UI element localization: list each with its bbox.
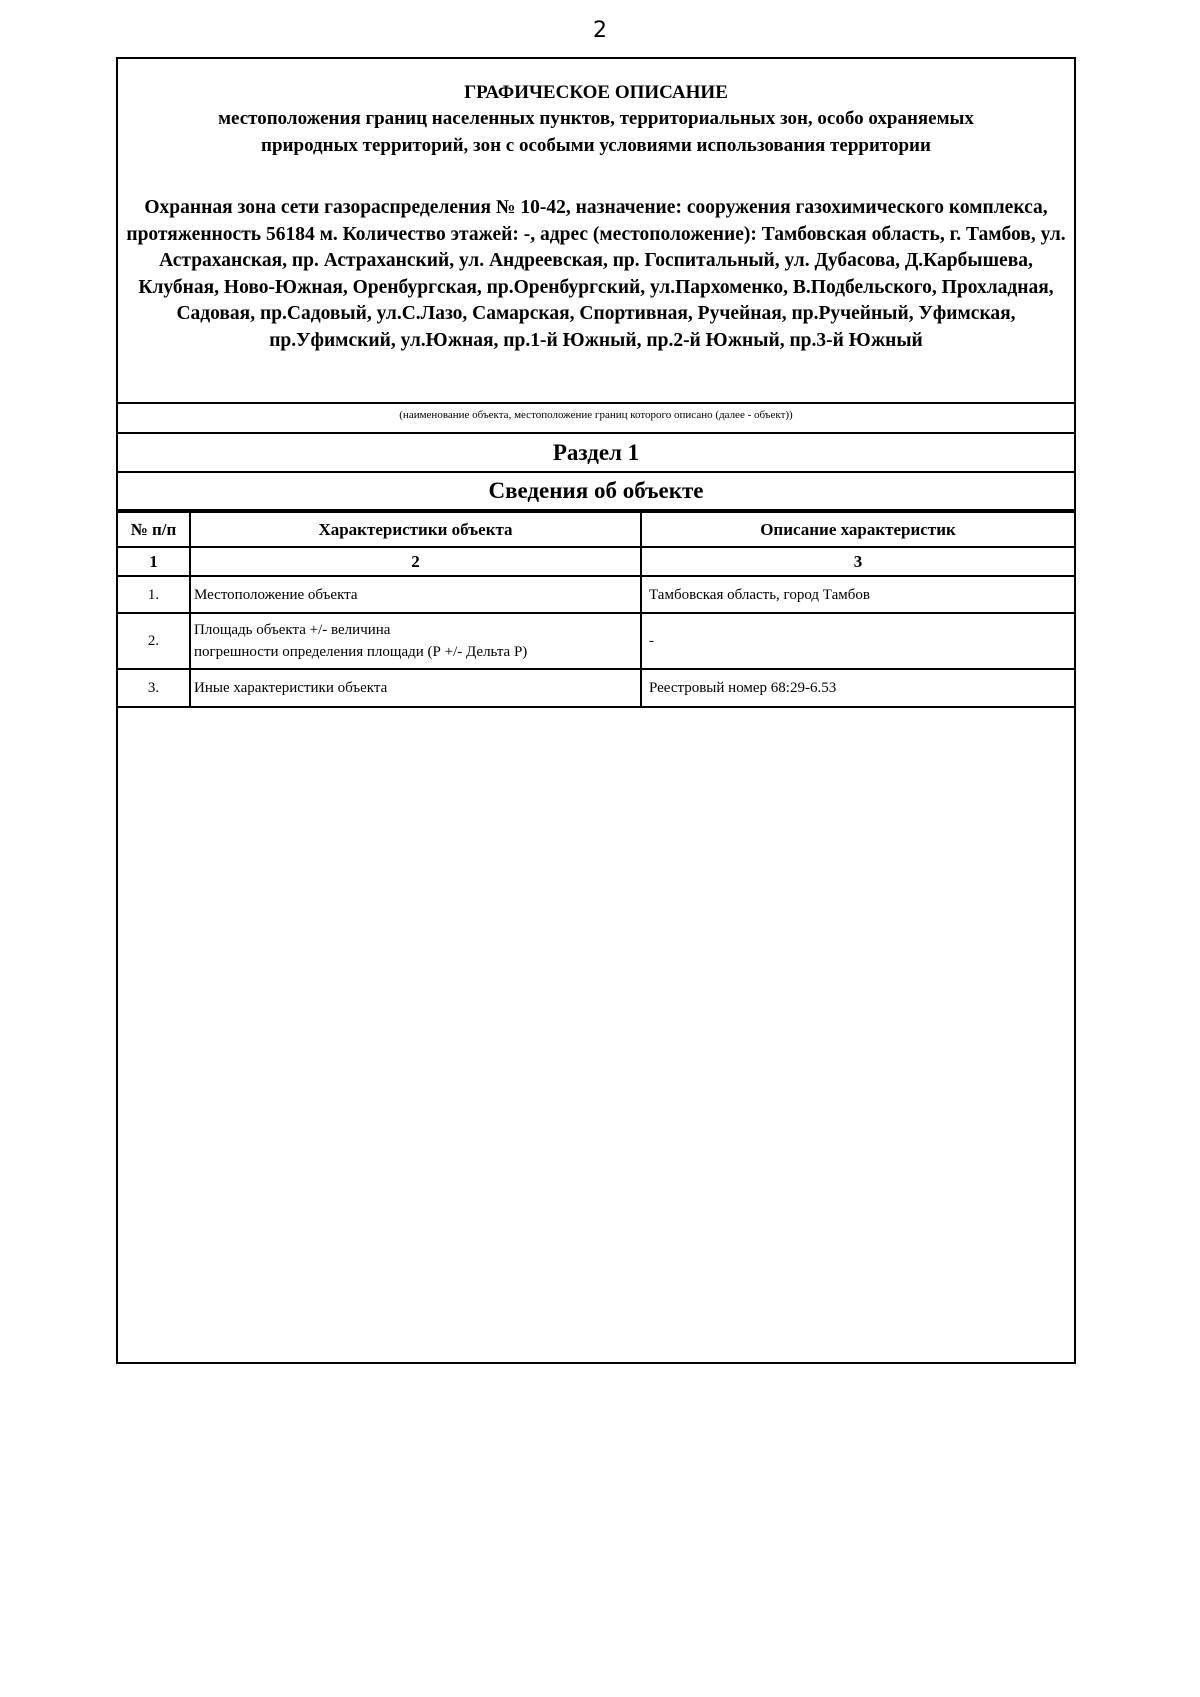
document-subtitle-line-1: местоположения границ населенных пунктов, территориальных зон, особо охраняемых <box>218 108 974 129</box>
column-header-number: № п/п <box>118 512 190 547</box>
document-subtitle-line-2: природных территорий, зон с особыми условиями использования территории <box>261 135 931 156</box>
row-characteristic <box>190 613 641 669</box>
object-name-caption: (наименование объекта, местоположение границ которого описано (далее - объект)) <box>118 404 1074 434</box>
row-number: 3. <box>118 669 190 707</box>
document-frame <box>116 57 1076 1362</box>
table-row <box>118 669 1074 707</box>
column-number: 3 <box>641 547 1074 576</box>
object-name: Охранная зона сети газораспределения № 10-42, назначение: сооружения газохимического комплекса, протяженность 56184 м. Количество этажей: -, адрес (местоположение): Тамбовская область, г. Тамбов, ул. Астраханская, пр. Астраханский, ул. Андреевская, пр. Госпитальный, ул. Дубасова, Д.Карбышева, Клубная, Ново-Южная, Оренбургская, пр.Оренбургский, ул.Пархоменко, В.Подбельского, Прохладная, Садовая, пр.Садовый, ул.С.Лазо, Самарская, Спортивная, Ручейная, пр.Ручейный, Уфимская, пр.Уфимский, ул.Южная, пр.1-й Южный, пр.2-й Южный, пр.3-й Южный <box>126 197 1066 351</box>
column-number: 2 <box>190 547 641 576</box>
object-info-table <box>118 511 1074 708</box>
row-description: Тамбовская область, город Тамбов <box>641 576 1074 613</box>
row-description: Реестровый номер 68:29-6.53 <box>641 669 1074 707</box>
row-number: 2. <box>118 613 190 669</box>
table-header-row <box>118 512 1074 547</box>
row-characteristic-line: Площадь объекта +/- величина <box>194 622 391 638</box>
section-title: Раздел 1 <box>118 434 1074 473</box>
frame-bottom-line <box>116 1362 1076 1364</box>
document-header <box>118 59 1074 404</box>
column-header-description: Описание характеристик <box>641 512 1074 547</box>
row-description: - <box>641 613 1074 669</box>
row-characteristic <box>190 576 641 613</box>
column-number: 1 <box>118 547 190 576</box>
row-characteristic <box>190 669 641 707</box>
row-characteristic-line: погрешности определения площади (Р +/- Дельта Р) <box>194 644 528 660</box>
table-row <box>118 576 1074 613</box>
column-header-characteristic: Характеристики объекта <box>190 512 641 547</box>
table-row <box>118 613 1074 669</box>
row-characteristic-line: Иные характеристики объекта <box>194 680 388 696</box>
document-subtitle <box>118 105 1074 159</box>
document-title: ГРАФИЧЕСКОЕ ОПИСАНИЕ <box>464 82 728 103</box>
row-number: 1. <box>118 576 190 613</box>
row-characteristic-line: Местоположение объекта <box>194 586 358 603</box>
section-subtitle: Сведения об объекте <box>118 473 1074 511</box>
column-number-row <box>118 547 1074 576</box>
page-number: 2 <box>593 18 607 43</box>
